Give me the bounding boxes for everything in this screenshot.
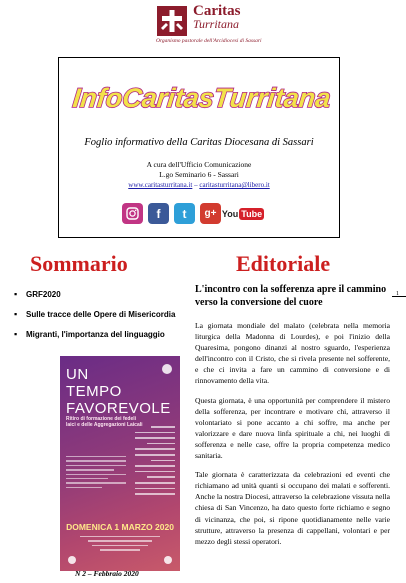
- social-icons: [122, 203, 263, 224]
- sommario-heading: Sommario: [30, 251, 128, 276]
- link-separator: –: [192, 181, 200, 189]
- masthead-logotype: [71, 76, 333, 116]
- masthead-editor-line: A cura dell'Ufficio Comunicazione: [146, 160, 252, 169]
- brand: [193, 4, 241, 31]
- website-link[interactable]: www.caritasturritana.it: [128, 181, 193, 189]
- brand-name: Caritas: [193, 3, 241, 19]
- poster-logo-icon: [162, 364, 172, 374]
- youtube-icon[interactable]: You Tube: [221, 208, 263, 219]
- caritas-logo-icon: [157, 6, 187, 36]
- poster-footer-logo-icon: [68, 556, 76, 564]
- editorial-paragraph: La giornata mondiale del malato (celebrata nella memoria liturgica della Madonna di Lourdes), e poi l'inizio della Quaresima, pongono dinanzi al nostro sguardo, l'esperienza dell'incontro con il Cristo, che si rivela presente nel sofferente, e che ci invita a fare un cammino di conversione e di rinnovamento della vita.: [195, 321, 390, 386]
- editoriale-heading: Editoriale: [236, 251, 331, 276]
- masthead-subtitle: Foglio informativo della Caritas Diocesana di Sassari: [84, 137, 314, 148]
- editorial-paragraph: Tale giornata è caratterizzata da celebrazioni ed eventi che richiamano ad unità quanti si occupano dei malati e sofferenti. Anche la nostra Diocesi, attraverso la celebrazione vissuta nella chiesa di San Vincenzo, ha dato questo forte richiamo e segno di vicinanza, che poi, si ripone quotidianamente nelle varie strutture, attraverso la presenza di cappellani, volontari e per mezzo degli stessi operatori.: [195, 470, 390, 546]
- editorial-title-text: L'incontro con la sofferenza apre il cammino verso la conversione del cuore: [195, 284, 387, 308]
- masthead-address-line: L.go Seminario 6 - Sassari: [159, 170, 239, 179]
- poster-title-line3: FAVOREVOLE: [66, 400, 171, 417]
- poster-title-line1: UN: [66, 366, 89, 383]
- instagram-icon[interactable]: [122, 203, 143, 224]
- sommario-item[interactable]: ▪ GRF2020: [12, 290, 182, 299]
- sommario-item[interactable]: ▪ Sulle tracce delle Opere di Misericordia: [12, 310, 182, 319]
- poster-subtitle: Ritiro di formazione dei fedeli laici e delle Aggregazioni Laicali: [66, 416, 143, 428]
- editorial-title: [195, 283, 399, 309]
- editorial-body: [195, 320, 390, 555]
- poster-footer: [80, 536, 160, 554]
- email-link[interactable]: caritasturritana@libero.it: [199, 181, 270, 189]
- google-plus-icon[interactable]: g+: [200, 203, 221, 224]
- footnote-mark[interactable]: 1: [396, 288, 399, 301]
- issue-number: N 2 – Febbraio 2020: [75, 569, 139, 578]
- masthead-box: [58, 57, 340, 238]
- poster-title: [66, 366, 171, 417]
- poster-date: DOMENICA 1 MARZO 2020: [66, 522, 174, 532]
- event-poster: [60, 356, 180, 571]
- sommario-item[interactable]: ▪ Migranti, l'importanza del linguaggio: [12, 330, 182, 339]
- brand-subname: Turritana: [193, 17, 240, 31]
- masthead-links: [59, 181, 339, 189]
- poster-schedule: [135, 426, 175, 499]
- masthead-title: InfoCaritasTurritana: [71, 82, 333, 113]
- poster-quote: [66, 456, 126, 491]
- facebook-icon[interactable]: f: [148, 203, 169, 224]
- poster-footer-logo-icon: [164, 556, 172, 564]
- twitter-icon[interactable]: t: [174, 203, 195, 224]
- poster-title-line2: TEMPO: [66, 383, 122, 400]
- sommario-list: [12, 290, 182, 350]
- brand-tagline: Organismo pastorale dell'Arcidiocesi di Sassari: [156, 38, 262, 44]
- editorial-paragraph: Questa giornata, è una opportunità per comprendere il mistero della sofferenza, per incontrare e motivare chi, attraverso il volontariato si pone accanto a chi soffre, ma anche per valorizzare e dare nuova linfa spirituale a chi, nei luoghi di sofferenza e nelle case, offre la propria competenza medico sanitaria.: [195, 395, 390, 461]
